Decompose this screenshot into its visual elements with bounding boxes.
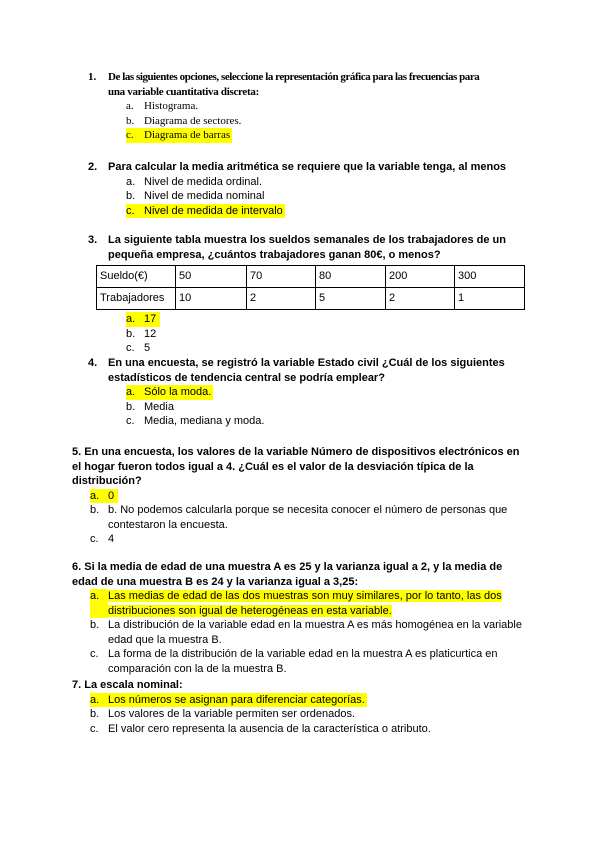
option-letter: a. xyxy=(126,175,136,188)
option-letter: c. xyxy=(126,415,135,427)
question-3-number: 3. xyxy=(88,234,98,246)
question-3-title-line2: pequeña empresa, ¿cuántos trabajadores ganan 80€, o menos? xyxy=(108,248,441,261)
question-4-option-a xyxy=(126,385,548,400)
table-row-trabajadores xyxy=(97,288,525,310)
option-letter: b. xyxy=(90,504,100,516)
question-1-title-line1: De las siguientes opciones, seleccione la representación gráfica para las frecuencias para xyxy=(108,71,480,83)
salary-table xyxy=(96,265,525,310)
question-6-option-a xyxy=(90,589,552,618)
option-letter: c. xyxy=(90,722,99,735)
question-3-option-a xyxy=(126,312,558,327)
option-text-highlighted: Nivel de medida de intervalo xyxy=(144,204,283,217)
table-cell: 200 xyxy=(386,266,455,288)
table-cell: 5 xyxy=(316,288,386,310)
question-5 xyxy=(72,445,552,547)
option-text-highlighted: Sólo la moda. xyxy=(144,386,212,398)
question-1-title-line2: una variable cuantitativa discreta: xyxy=(108,85,259,98)
question-4-options xyxy=(88,385,548,429)
option-text-highlighted: Los números se asignan para diferenciar categorías. xyxy=(108,693,365,706)
option-text: El valor cero representa la ausencia de la característica o atributo. xyxy=(108,722,431,735)
option-text-highlighted: 0 xyxy=(108,489,115,502)
question-3-title xyxy=(88,233,558,248)
option-letter: c. xyxy=(90,533,99,545)
question-4-title-line1: En una encuesta, se registró la variable Estado civil ¿Cuál de los siguientes xyxy=(108,357,505,369)
question-1-option-c xyxy=(126,128,548,143)
question-5-title-line3: distribución? xyxy=(72,475,142,487)
question-3-option-c xyxy=(126,341,558,356)
question-1-title xyxy=(88,70,548,85)
question-2-option-a xyxy=(126,175,548,190)
question-1-option-b xyxy=(126,114,548,129)
question-6-title-line2: edad de una muestra B es 24 y la varianza igual a 3,25: xyxy=(72,575,359,588)
question-3-title-line1: La siguiente tabla muestra los sueldos semanales de los trabajadores de un xyxy=(108,234,506,246)
question-1-title-line2-wrap xyxy=(88,85,548,100)
table-row-sueldo xyxy=(97,266,525,288)
option-letter: a. xyxy=(90,589,108,618)
option-letter: c. xyxy=(90,648,99,660)
option-text-highlighted: Diagrama de barras xyxy=(144,129,231,141)
option-text xyxy=(108,589,552,618)
option-letter: a. xyxy=(90,489,100,502)
question-7 xyxy=(72,678,552,736)
option-text: Media xyxy=(144,400,174,413)
option-text: Los valores de la variable permiten ser ordenados. xyxy=(108,708,356,720)
option-text-line1-highlighted: Las medias de edad de las dos muestras son muy similares, por lo tanto, las dos xyxy=(108,590,502,602)
option-letter: a. xyxy=(90,693,100,706)
question-3-option-b xyxy=(126,327,558,342)
question-4-title-line2: estadísticos de tendencia central se podría emplear? xyxy=(108,371,385,384)
option-text: 4 xyxy=(108,533,115,545)
table-cell: 2 xyxy=(247,288,316,310)
question-4-option-c xyxy=(126,414,548,429)
question-6-option-b xyxy=(90,618,552,647)
question-2-number: 2. xyxy=(88,161,98,173)
question-5-option-c xyxy=(90,532,552,547)
option-text-line2: comparación con la de la muestra B. xyxy=(108,662,287,675)
question-2 xyxy=(88,160,548,218)
option-letter: b. xyxy=(126,327,136,340)
option-letter: a. xyxy=(126,313,136,325)
option-text: Nivel de medida nominal xyxy=(144,190,265,202)
option-text: 5 xyxy=(144,342,151,354)
option-letter: a. xyxy=(126,386,136,398)
option-letter: c. xyxy=(126,204,135,217)
option-text-line1: La distribución de la variable edad en la muestra A es más homogénea en la variable xyxy=(108,619,522,631)
question-5-options xyxy=(72,489,552,547)
option-letter: b. xyxy=(90,619,100,631)
question-2-options xyxy=(88,175,548,219)
table-cell: 50 xyxy=(176,266,247,288)
option-text: Media, mediana y moda. xyxy=(144,415,265,427)
option-text-highlighted: 17 xyxy=(144,313,157,325)
question-6 xyxy=(72,560,552,676)
table-cell: 10 xyxy=(176,288,247,310)
table-cell: 300 xyxy=(455,266,525,288)
option-text xyxy=(108,647,552,676)
table-cell: Trabajadores xyxy=(97,288,176,310)
option-text: Histograma. xyxy=(144,100,199,112)
option-letter: b. xyxy=(90,708,100,720)
question-1-number: 1. xyxy=(88,71,97,83)
question-7-option-c xyxy=(90,722,552,737)
question-4-number: 4. xyxy=(88,357,98,369)
option-text xyxy=(108,618,552,647)
question-2-option-c xyxy=(126,204,548,219)
option-text xyxy=(108,503,552,532)
question-5-title-line2: el hogar fueron todos igual a 4. ¿Cuál es el valor de la desviación típica de la xyxy=(72,460,474,473)
question-1-option-a xyxy=(126,99,548,114)
question-7-option-a xyxy=(90,693,552,708)
question-5-title-line1: 5. En una encuesta, los valores de la variable Número de dispositivos electrónicos en xyxy=(72,446,520,458)
question-3 xyxy=(88,233,558,356)
table-cell: Sueldo(€) xyxy=(97,266,176,288)
question-2-title xyxy=(88,160,548,175)
option-letter: c. xyxy=(126,129,134,141)
option-text-line1: b. No podemos calcularla porque se necesita conocer el número de personas que xyxy=(108,504,508,516)
option-text-line2-highlighted: distribuciones son igual de heterogéneas en esta variable. xyxy=(108,604,392,617)
question-5-option-a xyxy=(90,489,552,504)
option-text: 12 xyxy=(144,327,157,340)
question-2-title-text: Para calcular la media aritmética se requiere que la variable tenga, al menos xyxy=(108,161,507,173)
question-5-option-b xyxy=(90,503,552,532)
table-cell: 1 xyxy=(455,288,525,310)
question-7-options xyxy=(72,693,552,737)
question-6-options xyxy=(72,589,552,676)
option-letter: a. xyxy=(126,100,134,112)
question-1 xyxy=(88,70,548,143)
question-7-option-b xyxy=(90,707,552,722)
option-text-line2: contestaron la encuesta. xyxy=(108,518,228,531)
question-7-title: 7. La escala nominal: xyxy=(72,679,183,691)
question-4-title xyxy=(88,356,548,371)
option-letter: b. xyxy=(126,190,136,202)
option-text: Diagrama de sectores. xyxy=(144,114,242,127)
question-4 xyxy=(88,356,548,429)
question-3-options xyxy=(88,312,558,356)
question-3-title-line2-wrap xyxy=(88,248,558,263)
question-6-option-c xyxy=(90,647,552,676)
option-letter: c. xyxy=(126,342,135,354)
table-cell: 2 xyxy=(386,288,455,310)
table-cell: 80 xyxy=(316,266,386,288)
table-cell: 70 xyxy=(247,266,316,288)
option-text-line2: edad que la muestra B. xyxy=(108,633,222,646)
question-6-title-line1: 6. Si la media de edad de una muestra A es 25 y la varianza igual a 2, y la media de xyxy=(72,561,503,573)
option-letter: b. xyxy=(126,114,135,127)
option-text-line1: La forma de la distribución de la variable edad en la muestra A es platicurtica en xyxy=(108,648,498,660)
question-4-option-b xyxy=(126,400,548,415)
question-2-option-b xyxy=(126,189,548,204)
question-1-options xyxy=(88,99,548,143)
option-letter: b. xyxy=(126,400,136,413)
question-4-title-line2-wrap xyxy=(88,371,548,386)
option-text: Nivel de medida ordinal. xyxy=(144,175,263,188)
